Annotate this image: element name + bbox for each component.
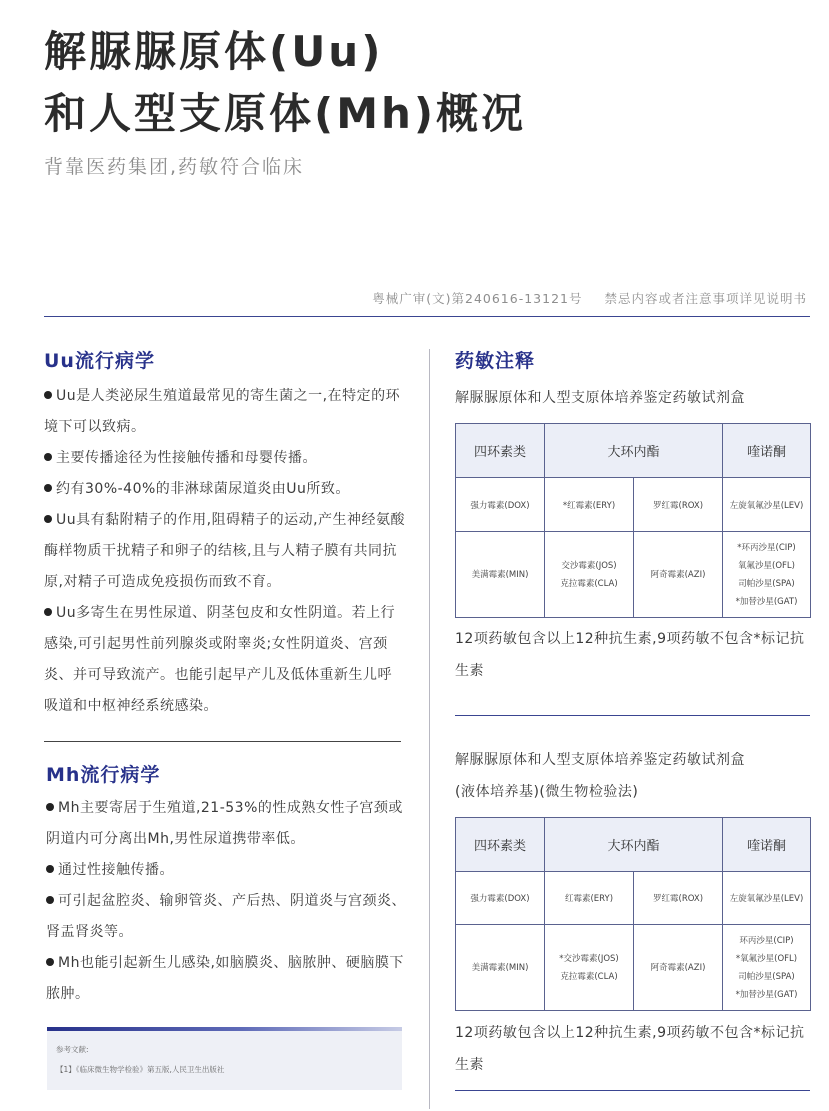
table-cell: 强力霉素(DOX) [456, 478, 545, 532]
table-cell: *交沙霉素(JOS) 克拉霉素(CLA) [545, 925, 634, 1011]
references-accent-bar [47, 1027, 402, 1031]
table-header-tetracyclines: 四环素类 [456, 818, 545, 872]
bullet-icon [46, 896, 54, 904]
list-item: Uu多寄生在男性尿道、阴茎包皮和女性阴道。若上行感染,可引起男性前列腺炎或附睾炎;女性阴道炎、宫颈炎、并可导致流产。也能引起早产儿及低体重新生儿呼吸道和中枢神经系统感染。 [44, 605, 396, 714]
table-cell: 罗红霉(ROX) [634, 872, 723, 925]
references-box [47, 1027, 402, 1090]
registration-line [372, 289, 807, 307]
table-cell: 左旋氧氟沙星(LEV) [723, 872, 811, 925]
registration-number: 粤械广审(文)第240616-13121号 [372, 291, 583, 306]
list-item: Mh主要寄居于生殖道,21-53%的性成熟女性子宫颈或阴道内可分离出Mh,男性尿道携带率低。 [46, 800, 403, 847]
table-1-note: 12项药敏包含以上12种抗生素,9项药敏不包含*标记抗生素 [455, 631, 805, 679]
table-header-quinolones: 喹诺酮 [723, 818, 811, 872]
bullet-icon [46, 865, 54, 873]
table-cell: 阿奇霉素(AZI) [634, 532, 723, 618]
uu-section-body [44, 381, 406, 722]
table-cell: 阿奇霉素(AZI) [634, 925, 723, 1011]
warning-text: 禁忌内容或者注意事项详见说明书 [604, 291, 807, 306]
table-header-tetracyclines: 四环素类 [456, 424, 545, 478]
bullet-icon [44, 453, 52, 461]
page-title-line-2: 和人型支原体(Mh)概况 [44, 89, 527, 138]
bullet-icon [44, 484, 52, 492]
header-divider [44, 316, 810, 317]
table-cell: 环丙沙星(CIP) *氧氟沙星(OFL) 司帕沙星(SPA) *加替沙星(GAT) [723, 925, 811, 1011]
table-cell: 红霉素(ERY) [545, 872, 634, 925]
bullet-icon [44, 515, 52, 523]
kit-name-2-line-2: (液体培养基)(微生物检验法) [455, 784, 639, 800]
bullet-icon [44, 391, 52, 399]
uu-section-title: Uu流行病学 [44, 350, 155, 372]
mh-section-body [46, 793, 406, 1010]
drug-section-title: 药敏注释 [455, 350, 536, 372]
bullet-icon [46, 958, 54, 966]
list-item: 通过性接触传播。 [46, 855, 406, 886]
table-cell: *环丙沙星(CIP) 氧氟沙星(OFL) 司帕沙星(SPA) *加替沙星(GAT) [723, 532, 811, 618]
kit-name-1: 解脲脲原体和人型支原体培养鉴定药敏试剂盒 [455, 390, 745, 406]
table-cell: 左旋氧氟沙星(LEV) [723, 478, 811, 532]
table-header-quinolones: 喹诺酮 [723, 424, 811, 478]
reference-item: 【1】《临床微生物学检验》第五版,人民卫生出版社 [56, 1065, 225, 1074]
page-subtitle: 背靠医药集团,药敏符合临床 [44, 156, 305, 178]
column-divider [429, 349, 430, 1109]
table-cell: 交沙霉素(JOS) 克拉霉素(CLA) [545, 532, 634, 618]
bullet-icon [46, 803, 54, 811]
drug-table-1 [455, 423, 811, 618]
table-cell: *红霉素(ERY) [545, 478, 634, 532]
list-item: 主要传播途径为性接触传播和母婴传播。 [44, 443, 406, 474]
table-2-note: 12项药敏包含以上12种抗生素,9项药敏不包含*标记抗生素 [455, 1025, 805, 1073]
table-cell: 罗红霉(ROX) [634, 478, 723, 532]
table-header-macrolides: 大环内酯 [545, 424, 723, 478]
references-title: 参考文献: [56, 1045, 89, 1054]
table-cell: 美满霉素(MIN) [456, 925, 545, 1011]
table-cell: 强力霉素(DOX) [456, 872, 545, 925]
table-divider [455, 715, 810, 716]
table-cell: 美满霉素(MIN) [456, 532, 545, 618]
mh-section-title: Mh流行病学 [46, 764, 161, 786]
bottom-divider [455, 1090, 810, 1091]
section-divider [44, 741, 401, 742]
bullet-icon [44, 608, 52, 616]
list-item: Uu具有黏附精子的作用,阻碍精子的运动,产生神经氨酸酶样物质干扰精子和卵子的结核,且与人精子膜有共同抗原,对精子可造成免疫损伤而致不育。 [44, 512, 406, 590]
list-item: Mh也能引起新生儿感染,如脑膜炎、脑脓肿、硬脑膜下脓肿。 [46, 955, 404, 1002]
drug-table-2 [455, 817, 811, 1011]
table-header-macrolides: 大环内酯 [545, 818, 723, 872]
page-title-line-1: 解脲脲原体(Uu) [44, 27, 384, 76]
list-item: 可引起盆腔炎、输卵管炎、产后热、阴道炎与宫颈炎、肾盂肾炎等。 [46, 893, 406, 940]
list-item: Uu是人类泌尿生殖道最常见的寄生菌之一,在特定的环境下可以致病。 [44, 388, 401, 435]
kit-name-2-line-1: 解脲脲原体和人型支原体培养鉴定药敏试剂盒 [455, 752, 745, 768]
list-item: 约有30%-40%的非淋球菌尿道炎由Uu所致。 [44, 474, 406, 505]
